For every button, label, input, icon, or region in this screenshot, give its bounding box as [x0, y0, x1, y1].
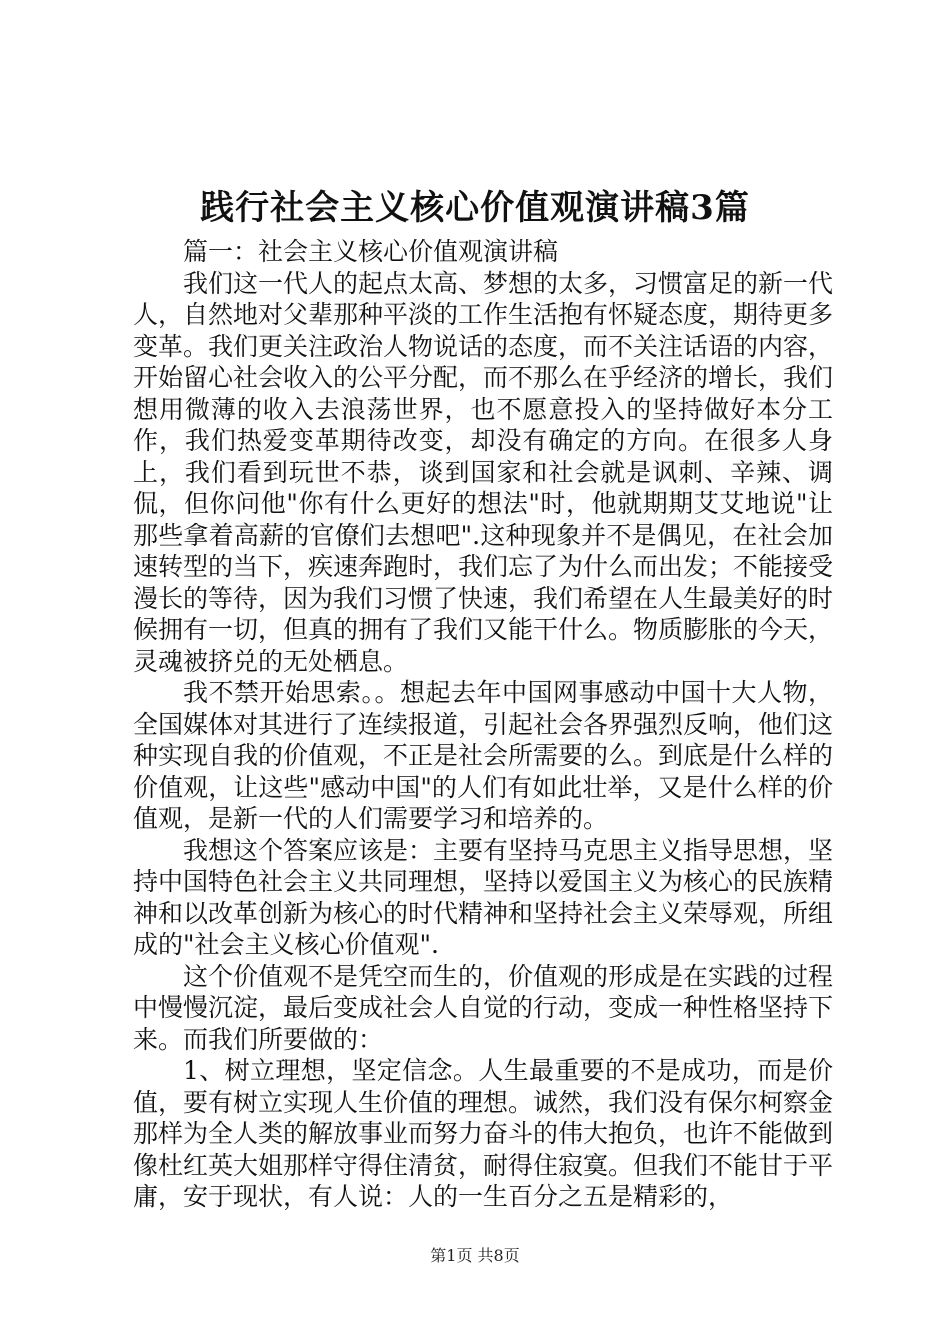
paragraph: 我想这个答案应该是：主要有坚持马克思主义指导思想，坚持中国特色社会主义共同理想，坚持以爱国主义为核心的民族精神和以改革创新为核心的时代精神和坚持社会主义荣辱观，所组成的"社会主义核心价值观". [133, 835, 834, 959]
document-body [133, 236, 833, 1213]
section-heading: 篇一：社会主义核心价值观演讲稿 [183, 237, 559, 266]
document-title: 践行社会主义核心价值观演讲稿3篇 [200, 188, 750, 228]
paragraph: 1、树立理想，坚定信念。人生最重要的不是成功，而是价值，要有树立实现人生价值的理想。诚然，我们没有保尔柯察金那样为全人类的解放事业而努力奋斗的伟大抱负，也许不能做到像杜红英大姐那样守得住清贫，耐得住寂寞。但我们不能甘于平庸，安于现状，有人说：人的一生百分之五是精彩的， [133, 1056, 834, 1211]
paragraph: 我们这一代人的起点太高、梦想的太多，习惯富足的新一代人，自然地对父辈那种平淡的工作生活抱有怀疑态度，期待更多变革。我们更关注政治人物说话的态度，而不关注话语的内容，开始留心社会收入的公平分配，而不那么在乎经济的增长，我们想用微薄的收入去浪荡世界，也不愿意投入的坚持做好本分工作，我们热爱变革期待改变，却没有确定的方向。在很多人身上，我们看到玩世不恭，谈到国家和社会就是讽刺、辛辣、调侃，但你问他"你有什么更好的想法"时，他就期期艾艾地说"让那些拿着高薪的官僚们去想吧".这种现象并不是偶见，在社会加速转型的当下，疾速奔跑时，我们忘了为什么而出发；不能接受漫长的等待，因为我们习惯了快速，我们希望在人生最美好的时候拥有一切，但真的拥有了我们又能干什么。物质膨胀的今天，灵魂被挤兑的无处栖息。 [133, 268, 834, 676]
page-footer: 第1页 共8页 [430, 1246, 520, 1265]
paragraph: 我不禁开始思索。。想起去年中国网事感动中国十大人物，全国媒体对其进行了连续报道，引起社会各界强烈反响，他们这种实现自我的价值观，不正是社会所需要的么。到底是什么样的价值观，让这些"感动中国"的人们有如此壮举，又是什么样的价值观，是新一代的人们需要学习和培养的。 [133, 678, 834, 833]
paragraph: 这个价值观不是凭空而生的，价值观的形成是在实践的过程中慢慢沉淀，最后变成社会人自觉的行动，变成一种性格坚持下来。而我们所要做的： [133, 961, 834, 1054]
